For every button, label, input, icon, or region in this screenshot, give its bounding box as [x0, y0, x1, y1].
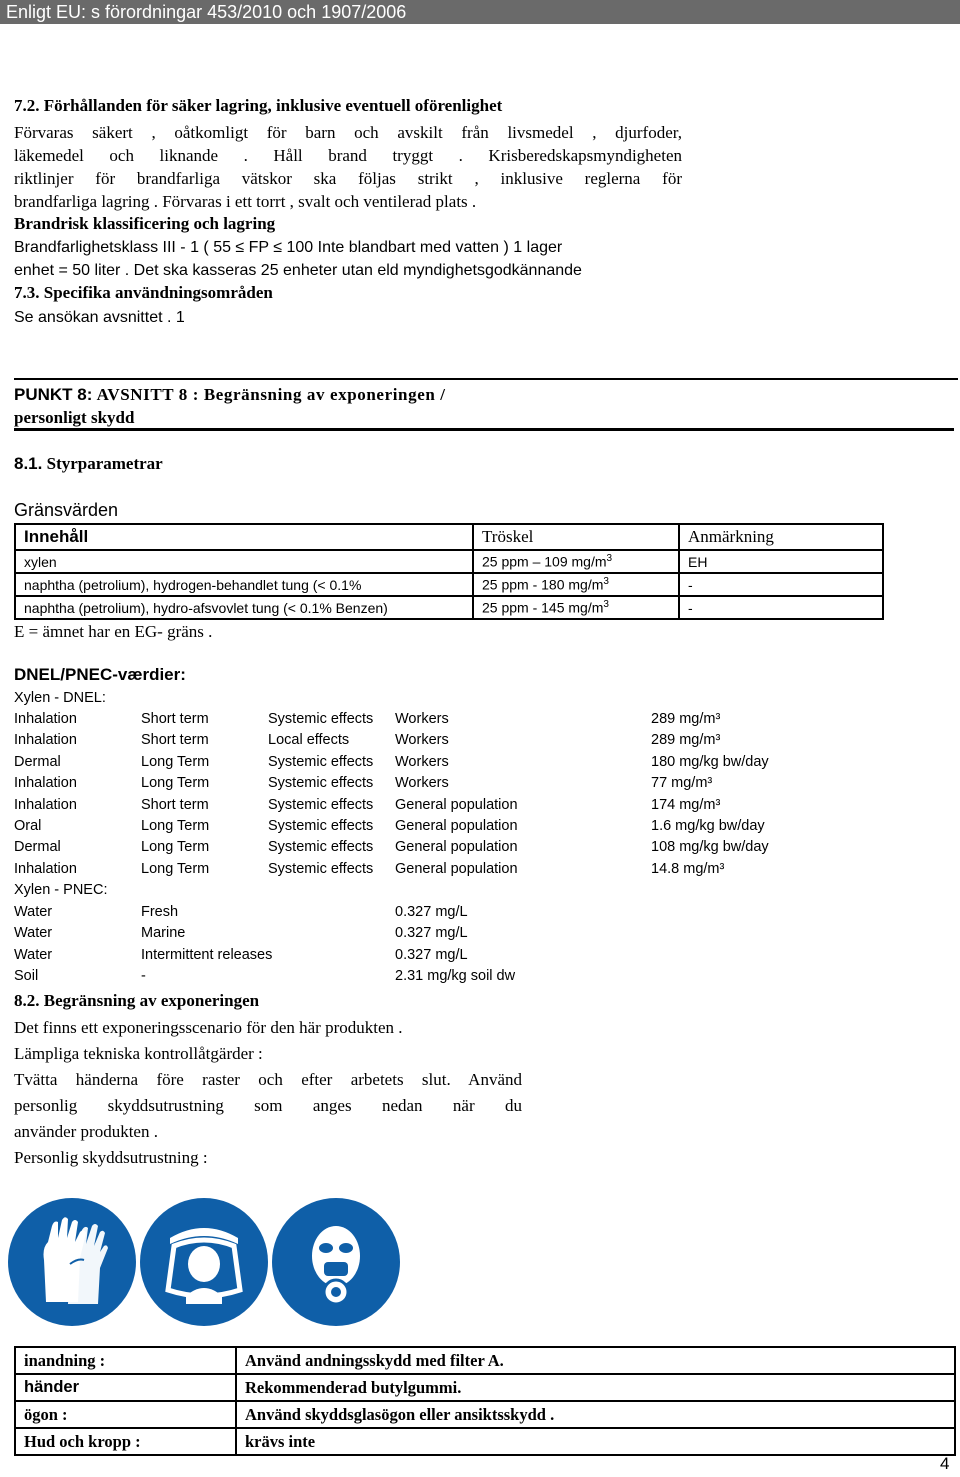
population-cell: General population [395, 796, 518, 813]
table-row [15, 1401, 955, 1428]
s82-line-4: personlig skyddsutrustning som anges nedan när du [14, 1096, 522, 1115]
s72-line-1: Förvaras säkert , oåtkomligt för barn och avskilt från livsmedel , djurfoder, [14, 123, 682, 142]
type-cell: Fresh [141, 904, 179, 920]
s82-line-5: använder produkten . [14, 1122, 158, 1141]
s81-title: Styrparametrar [46, 454, 163, 473]
document-header [0, 0, 960, 24]
s82-line-3: Tvätta händerna före raster och efter arbetets slut. Använd [14, 1070, 522, 1089]
cell-threshold: 25 ppm – 109 $mg/m^3$ [473, 550, 679, 573]
ppe-label-body: Hud och kropp : [15, 1428, 236, 1455]
value-cell: 14.8 mg/m³ [651, 860, 725, 877]
value-cell: 0.327 mg/L [395, 925, 468, 942]
population-cell: General population [395, 839, 518, 856]
s82-line-1: Det finns ett exponeringsscenario för den här produkten . [14, 1018, 403, 1037]
cell-substance: naphtha (petrolium), hydrogen-behandlet tung (< 0.1% [15, 573, 473, 596]
cell-threshold: 25 ppm - 180 $mg/m^3$ [473, 573, 679, 596]
respirator-icon [272, 1198, 400, 1326]
section-underline [14, 428, 954, 431]
header-remark: Anmärkning [679, 524, 883, 550]
table-row [15, 1428, 955, 1455]
value-cell: 2.31 mg/kg soil dw [395, 968, 516, 985]
cell-remark: EH [679, 550, 883, 573]
duration-cell: Long Term [141, 753, 210, 770]
cell-substance: naphtha (petrolium), hydro-afsvovlet tung (< 0.1% Benzen) [15, 596, 473, 619]
route-cell: Inhalation [14, 775, 77, 792]
route-cell: Dermal [14, 839, 61, 856]
duration-cell: Long Term [141, 775, 210, 792]
duration-cell: Long Term [141, 860, 210, 877]
s81-number: 8.1. [14, 454, 43, 473]
ppe-value-hands: Rekommenderad butylgummi. [236, 1374, 955, 1401]
route-cell: Oral [14, 818, 42, 834]
section-7-3-heading: 7.3. Specifika användningsområden [14, 283, 273, 302]
route-cell: Inhalation [14, 711, 77, 727]
ppe-value-breathing: Använd andningsskydd med filter A. [236, 1347, 955, 1374]
limits-table [14, 523, 884, 620]
cell-substance: xylen [15, 550, 473, 573]
effect-cell: Systemic effects [268, 775, 374, 792]
table-row [15, 1347, 955, 1374]
type-cell: Intermittent releases [141, 946, 273, 963]
ppe-label-breathing: inandning : [15, 1347, 236, 1374]
compartment-cell: Water [14, 925, 53, 942]
table-row [15, 596, 883, 619]
section-8-1-heading [14, 454, 163, 474]
duration-cell: Short term [141, 796, 209, 813]
value-cell: 77 mg/m³ [651, 775, 713, 792]
table-row [15, 573, 883, 596]
header-content: Innehåll [15, 524, 473, 550]
effect-cell: Systemic effects [268, 818, 374, 834]
population-cell: Workers [395, 732, 449, 749]
effect-cell: Systemic effects [268, 796, 374, 813]
duration-cell: Short term [141, 711, 209, 727]
ppe-value-body: krävs inte [236, 1428, 955, 1455]
type-cell: Marine [141, 925, 186, 942]
value-cell: 289 mg/m³ [651, 732, 721, 749]
limits-footnote: E = ämnet har en EG- gräns . [14, 622, 213, 641]
s82-line-2: Lämpliga tekniska kontrollåtgärder : [14, 1044, 263, 1063]
population-cell: General population [395, 860, 518, 877]
route-cell: Inhalation [14, 796, 77, 813]
effect-cell: Systemic effects [268, 753, 374, 770]
header-threshold: Tröskel [473, 524, 679, 550]
pnec-label: Xylen - PNEC: [14, 882, 108, 898]
value-cell: 108 mg/kg bw/day [651, 839, 769, 856]
effect-cell: Systemic effects [268, 711, 374, 727]
fire-class-line-2: enhet = 50 liter . Det ska kasseras 25 enheter utan eld myndighetsgodkännande [14, 262, 582, 279]
punkt-8-title-2: personligt skydd [14, 408, 135, 427]
s72-line-3: riktlinjer för brandfarliga vätskor ska följas strikt , inklusive reglerna för [14, 169, 682, 188]
header-title: Enligt EU: s förordningar 453/2010 och 1907/2006 [6, 2, 407, 22]
value-cell: 180 mg/kg bw/day [651, 753, 769, 770]
ppe-label-hands: händer [15, 1374, 236, 1401]
duration-cell: Long Term [141, 818, 210, 834]
punkt-8-title: AVSNITT 8 : Begränsning av exponeringen / [96, 385, 446, 404]
cell-remark: - [679, 573, 883, 596]
compartment-cell: Water [14, 904, 53, 920]
population-cell: General population [395, 818, 518, 834]
value-cell: 174 mg/m³ [651, 796, 721, 813]
section-7-2-heading: 7.2. Förhållanden för säker lagring, inklusive eventuell oförenlighet [14, 96, 503, 115]
punkt-8-label: PUNKT 8: [14, 385, 93, 404]
fire-class-line-1: Brandfarlighetsklass III - 1 ( 55 ≤ FP ≤ 100 Inte blandbart med vatten ) 1 lager [14, 239, 563, 256]
punkt-8-heading [14, 385, 446, 405]
ppe-value-eyes: Använd skyddsglasögon eller ansiktsskydd . [236, 1401, 955, 1428]
route-cell: Dermal [14, 753, 61, 770]
value-cell: 1.6 mg/kg bw/day [651, 818, 765, 834]
s82-line-6: Personlig skyddsutrustning : [14, 1148, 208, 1167]
dnel-label: Xylen - DNEL: [14, 690, 106, 706]
page-number: 4 [940, 1454, 950, 1473]
effect-cell: Systemic effects [268, 839, 374, 856]
ppe-table [14, 1346, 956, 1456]
duration-cell: Short term [141, 732, 209, 749]
ppe-label-eyes: ögon : [15, 1401, 236, 1428]
duration-cell: Long Term [141, 839, 210, 856]
compartment-cell: Water [14, 946, 53, 963]
section-7-3-text: Se ansökan avsnittet . 1 [14, 309, 185, 326]
route-cell: Inhalation [14, 732, 77, 749]
s72-line-4: brandfarliga lagring . Förvaras i ett torrt , svalt och ventilerad plats . [14, 192, 477, 211]
value-cell: 0.327 mg/L [395, 946, 468, 963]
table-header-row [15, 524, 883, 550]
effect-cell: Local effects [268, 732, 350, 749]
population-cell: Workers [395, 775, 449, 792]
face-shield-icon [140, 1198, 268, 1326]
fire-risk-heading: Brandrisk klassificering och lagring [14, 214, 276, 233]
population-cell: Workers [395, 753, 449, 770]
population-cell: Workers [395, 711, 449, 727]
table-row [15, 550, 883, 573]
section-8-2-heading: 8.2. Begränsning av exponeringen [14, 991, 260, 1010]
effect-cell: Systemic effects [268, 860, 374, 877]
section-divider [14, 378, 958, 380]
value-cell: 289 mg/m³ [651, 711, 721, 727]
route-cell: Inhalation [14, 860, 77, 877]
gloves-icon [8, 1198, 136, 1326]
type-cell: - [141, 968, 146, 985]
table-row [15, 1374, 955, 1401]
s72-line-2: läkemedel och liknande . Håll brand tryggt . Krisberedskapsmyndigheten [14, 146, 682, 165]
cell-threshold: 25 ppm - 145 $mg/m^3$ [473, 596, 679, 619]
limits-title: Gränsvärden [14, 500, 119, 520]
compartment-cell: Soil [14, 968, 39, 985]
cell-remark: - [679, 596, 883, 619]
value-cell: 0.327 mg/L [395, 904, 468, 920]
dnel-title: DNEL/PNEC-værdier: [14, 665, 186, 684]
